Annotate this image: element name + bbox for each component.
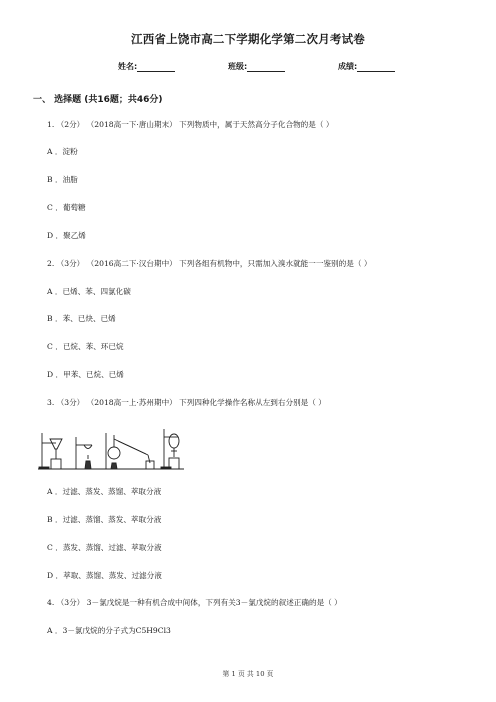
option-a[interactable]: A ．淀粉 bbox=[47, 147, 78, 156]
page-title: 江西省上饶市高二下学期化学第二次月考试卷 bbox=[131, 32, 365, 46]
option-c[interactable]: C ．蒸发、蒸馏、过滤、萃取分液 bbox=[47, 543, 162, 552]
option-b[interactable]: B ．油脂 bbox=[47, 175, 78, 184]
page-footer: 第 1 页 共 10 页 bbox=[222, 670, 274, 678]
option-c[interactable]: C ．葡萄糖 bbox=[47, 203, 86, 212]
option-d[interactable]: D ．聚乙烯 bbox=[47, 231, 86, 240]
question-stem: 2. （3分） （2016高二下·汉台期中） 下列各组有机物中，只需加入溴水就能一一鉴别的是（ ） bbox=[47, 259, 372, 268]
option-b[interactable]: B ．苯、已炔、已烯 bbox=[47, 314, 116, 323]
lab-apparatus-figure bbox=[36, 425, 186, 472]
class-label: 班级: bbox=[228, 62, 248, 71]
question-stem: 3. （3分） （2018高一上·苏州期中） 下列四种化学操作名称从左到右分别是（ ） bbox=[47, 398, 326, 407]
class-blank[interactable] bbox=[247, 63, 285, 72]
question-stem: 4. （3分） 3－氯戊烷是一种有机合成中间体，下列有关3－氯戊烷的叙述正确的是（ ） bbox=[47, 598, 342, 607]
option-c[interactable]: C ．已烷、苯、环已烷 bbox=[47, 342, 124, 351]
score-label: 成绩: bbox=[338, 62, 358, 71]
name-blank[interactable] bbox=[137, 63, 175, 72]
name-field[interactable] bbox=[118, 61, 175, 72]
option-a[interactable]: A ．3－氯戊烷的分子式为C5H9Cl3 bbox=[47, 626, 171, 635]
option-d[interactable]: D ．甲苯、已烷、已烯 bbox=[47, 370, 124, 379]
option-d[interactable]: D ．萃取、蒸馏、蒸发、过滤分液 bbox=[47, 571, 162, 580]
option-a[interactable]: A ．过滤、蒸发、蒸馏、萃取分液 bbox=[47, 487, 162, 496]
option-a[interactable]: A ．已烯、苯、四氯化碳 bbox=[47, 287, 131, 296]
name-label: 姓名: bbox=[118, 62, 138, 71]
score-blank[interactable] bbox=[357, 63, 395, 72]
class-field[interactable] bbox=[228, 61, 285, 72]
option-b[interactable]: B ．过滤、蒸馏、蒸发、萃取分液 bbox=[47, 515, 162, 524]
section-heading: 一、 选择题 (共16题；共46分) bbox=[33, 95, 163, 105]
question-stem: 1. （2分） （2018高一下·唐山期末） 下列物质中，属于天然高分子化合物的是（ ） bbox=[47, 120, 334, 129]
score-field[interactable] bbox=[338, 61, 395, 72]
